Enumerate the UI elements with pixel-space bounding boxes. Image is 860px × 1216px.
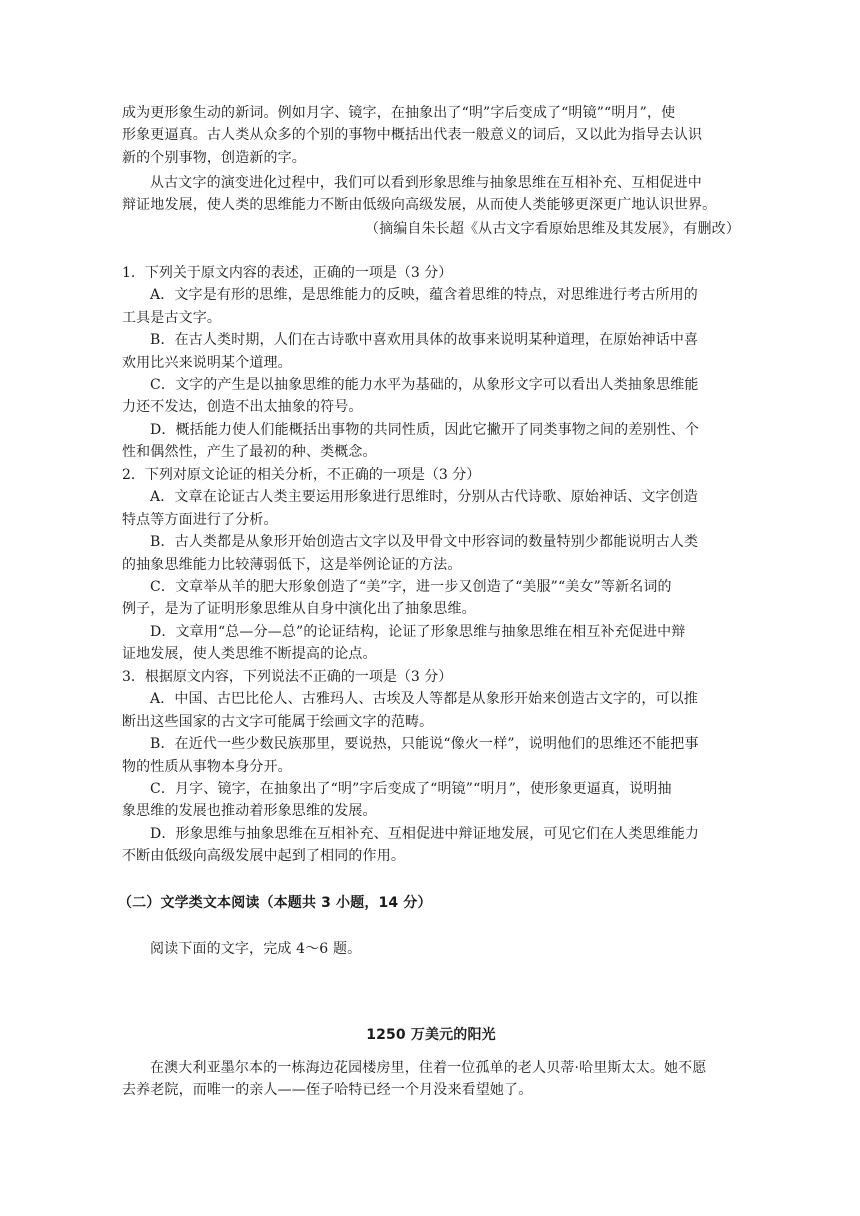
text-line: 新的个别事物，创造新的字。 [122,149,306,166]
option-c-line1: C．月字、镜字，在抽象出了“明”字后变成了“明镜”“明月”，使形象更逼真，说明抽 [150,781,672,798]
text-line: 去养老院，而唯一的亲人——侄子哈特已经一个月没来看望她了。 [122,1082,533,1099]
option-b-line2: 物的性质从事物本身分开。 [122,758,292,775]
option-d-line2: 证地发展，使人类思维不断提高的论点。 [122,646,377,663]
option-a-line1: A．文章在论证古人类主要运用形象进行思维时，分别从古代诗歌、原始神话、文字创造 [150,489,698,506]
passage-conclusion [122,172,740,217]
option-b-line2: 欢用比兴来说明某个道理。 [122,354,292,371]
instruction-text: 阅读下面的文字，完成 4〜6 题。 [150,941,362,957]
text-line: 在澳大利亚墨尔本的一栋海边花园楼房里，住着一位孤单的老人贝蒂·哈里斯太太。她不愿 [150,1060,707,1076]
question-stem: 3．根据原文内容，下列说法不正确的一项是（3 分） [122,669,453,685]
option-a-line2: 断出这些国家的古文字可能属于绘画文字的范畴。 [122,713,434,730]
question-1 [122,262,740,464]
text-line: 成为更形象生动的新词。例如月字、镜字，在抽象出了“明”字后变成了“明镜”“明月”，使 [122,105,676,121]
passage-continuation [122,102,740,169]
option-a-line2: 特点等方面进行了分析。 [122,511,278,528]
option-a-line1: A．文字是有形的思维，是思维能力的反映，蕴含着思维的特点，对思维进行考古所用的 [150,287,698,304]
text-line: 从古文字的演变进化过程中，我们可以看到形象思维与抽象思维在互相补充、互相促进中 [150,175,702,191]
instruction-wrap [122,938,740,960]
question-2 [122,464,740,666]
option-b-line2: 的抽象思维能力比较薄弱低下，这是举例论证的方法。 [122,556,462,573]
option-a-line1: A．中国、古巴比伦人、古雅玛人、古埃及人等都是从象形开始来创造古文字的，可以推 [150,691,698,708]
option-d-line2: 性和偶然性，产生了最初的种、类概念。 [122,444,377,461]
option-c-line2: 力还不发达，创造不出太抽象的符号。 [122,399,363,416]
option-c-line2: 象思维的发展也推动着形象思维的发展。 [122,803,377,820]
source-note-wrap [122,218,740,240]
option-b-line1: B．古人类都是从象形开始创造古文字以及甲骨文中形容词的数量特别少都能说明古人类 [150,534,699,551]
option-c-line1: C．文章举从羊的肥大形象创造了“美”字，进一步又创造了“美服”“美女”等新名词的 [150,579,672,596]
question-3 [122,666,740,868]
option-b-line1: B．在近代一些少数民族那里，要说热，只能说“像火一样”，说明他们的思维还不能把事 [150,736,699,753]
section-2-heading-wrap [118,892,736,914]
story-title: 1250 万美元的阳光 [366,1027,496,1043]
option-a-line2: 工具是古文字。 [122,309,222,326]
story-title-wrap [122,1024,740,1046]
text-line: 辩证地发展，使人类的思维能力不断由低级向高级发展，从而使人类能够更深更广地认识世界。 [122,197,717,214]
option-d-line2: 不断由低级向高级发展中起到了相同的作用。 [122,848,405,865]
option-d-line1: D．形象思维与抽象思维在互相补充、互相促进中辩证地发展，可见它们在人类思维能力 [150,825,700,842]
text-line: 形象更逼真。古人类从众多的个别的事物中概括出代表一般意义的词后，又以此为指导去认识 [122,127,703,144]
option-c-line2: 例子，是为了证明形象思维从自身中演化出了抽象思维。 [122,601,476,618]
question-stem: 2．下列对原文论证的相关分析，不正确的一项是（3 分） [122,467,481,483]
option-d-line1: D．概括能力使人们能概括出事物的共同性质，因此它撇开了同类事物之间的差别性、个 [150,421,700,438]
section-heading: （二）文学类文本阅读（本题共 3 小题，14 分） [118,895,432,911]
option-c-line1: C．文字的产生是以抽象思维的能力水平为基础的，从象形文字可以看出人类抽象思维能 [150,377,699,394]
source-note: （摘编自朱长超《从古文字看原始思维及其发展》，有删改） [364,221,740,237]
question-stem: 1．下列关于原文内容的表述，正确的一项是（3 分） [122,265,453,281]
option-b-line1: B．在古人类时期，人们在古诗歌中喜欢用具体的故事来说明某种道理，在原始神话中喜 [150,332,699,349]
story-opening [122,1057,740,1102]
option-d-line1: D．文章用“总—分—总”的论证结构，论证了形象思维与抽象思维在相互补充促进中辩 [150,623,686,640]
